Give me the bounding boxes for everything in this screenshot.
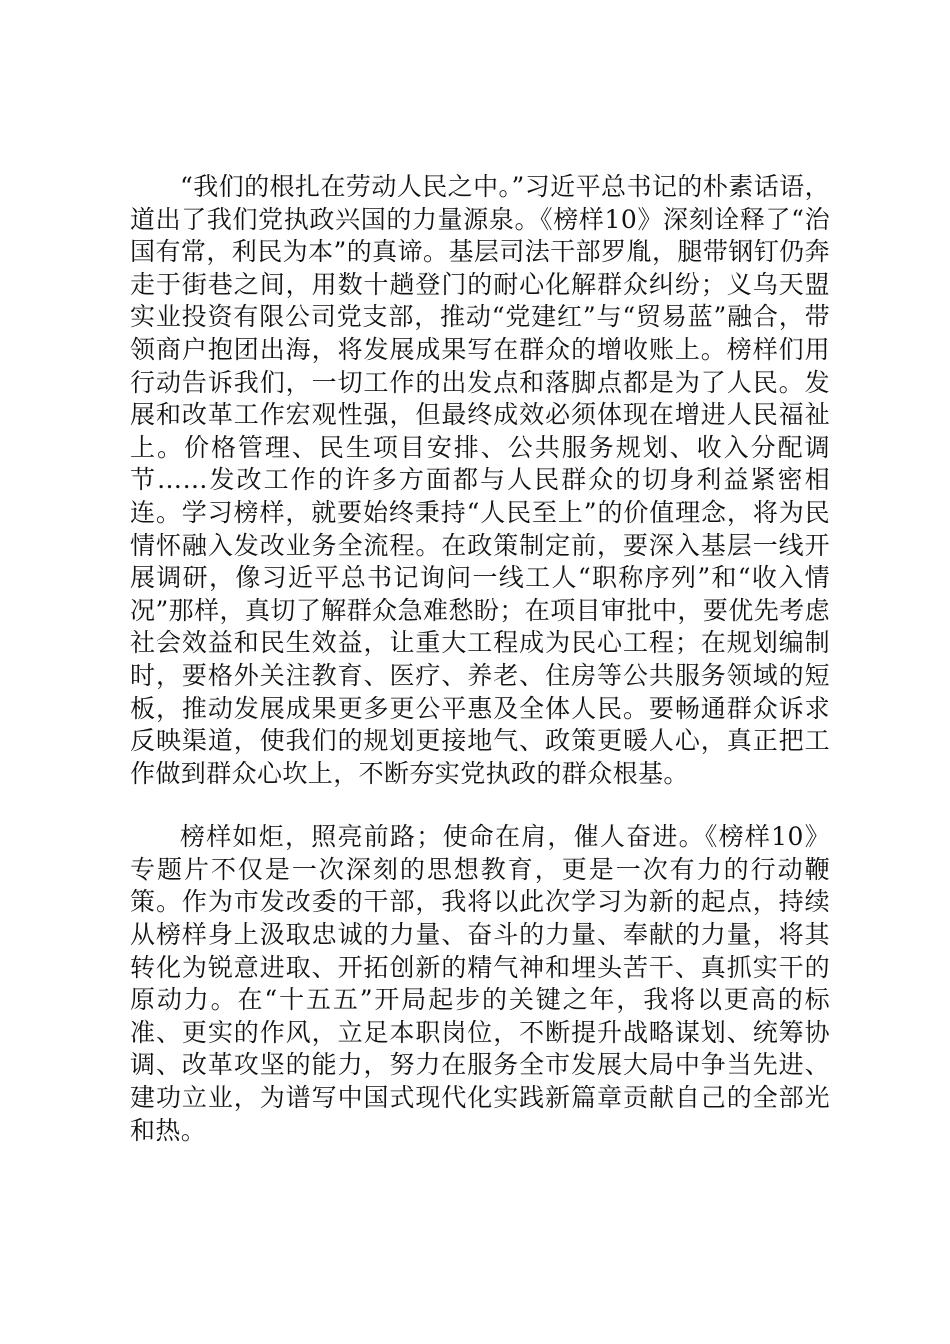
document-body: [130, 171, 830, 1147]
body-paragraph: “我们的根扎在劳动人民之中。”习近平总书记的朴素话语，道出了我们党执政兴国的力量源泉。《榜样10》深刻诠释了“治国有常，利民为本”的真谛。基层司法干部罗胤，腿带钢钉仍奔走于街巷之间，用数十趟登门的耐心化解群众纠纷；义乌天盟实业投资有限公司党支部，推动“党建红”与“贸易蓝”融合，带领商户抱团出海，将发展成果写在群众的增收账上。榜样们用行动告诉我们，一切工作的出发点和落脚点都是为了人民。发展和改革工作宏观性强，但最终成效必须体现在增进人民福祉上。价格管理、民生项目安排、公共服务规划、收入分配调节……发改工作的许多方面都与人民群众的切身利益紧密相连。学习榜样，就要始终秉持“人民至上”的价值理念，将为民情怀融入发改业务全流程。在政策制定前，要深入基层一线开展调研，像习近平总书记询问一线工人“职称序列”和“收入情况”那样，真切了解群众急难愁盼；在项目审批中，要优先考虑社会效益和民生效益，让重大工程成为民心工程；在规划编制时，要格外关注教育、医疗、养老、住房等公共服务领域的短板，推动发展成果更多更公平惠及全体人民。要畅通群众诉求反映渠道，使我们的规划更接地气、政策更暖人心，真正把工作做到群众心坎上，不断夯实党执政的群众根基。: [130, 172, 830, 788]
body-paragraph: 榜样如炬，照亮前路；使命在肩，催人奋进。《榜样10》专题片不仅是一次深刻的思想教育，更是一次有力的行动鞭策。作为市发改委的干部，我将以此次学习为新的起点，持续从榜样身上汲取忠诚的力量、奋斗的力量、奉献的力量，将其转化为锐意进取、开拓创新的精气神和埋头苦干、真抓实干的原动力。在“十五五”开局起步的关键之年，我将以更高的标准、更实的作风，立足本职岗位，不断提升战略谋划、统筹协调、改革攻坚的能力，努力在服务全市发展大局中争当先进、建功立业，为谱写中国式现代化实践新篇章贡献自己的全部光和热。: [130, 822, 830, 1145]
